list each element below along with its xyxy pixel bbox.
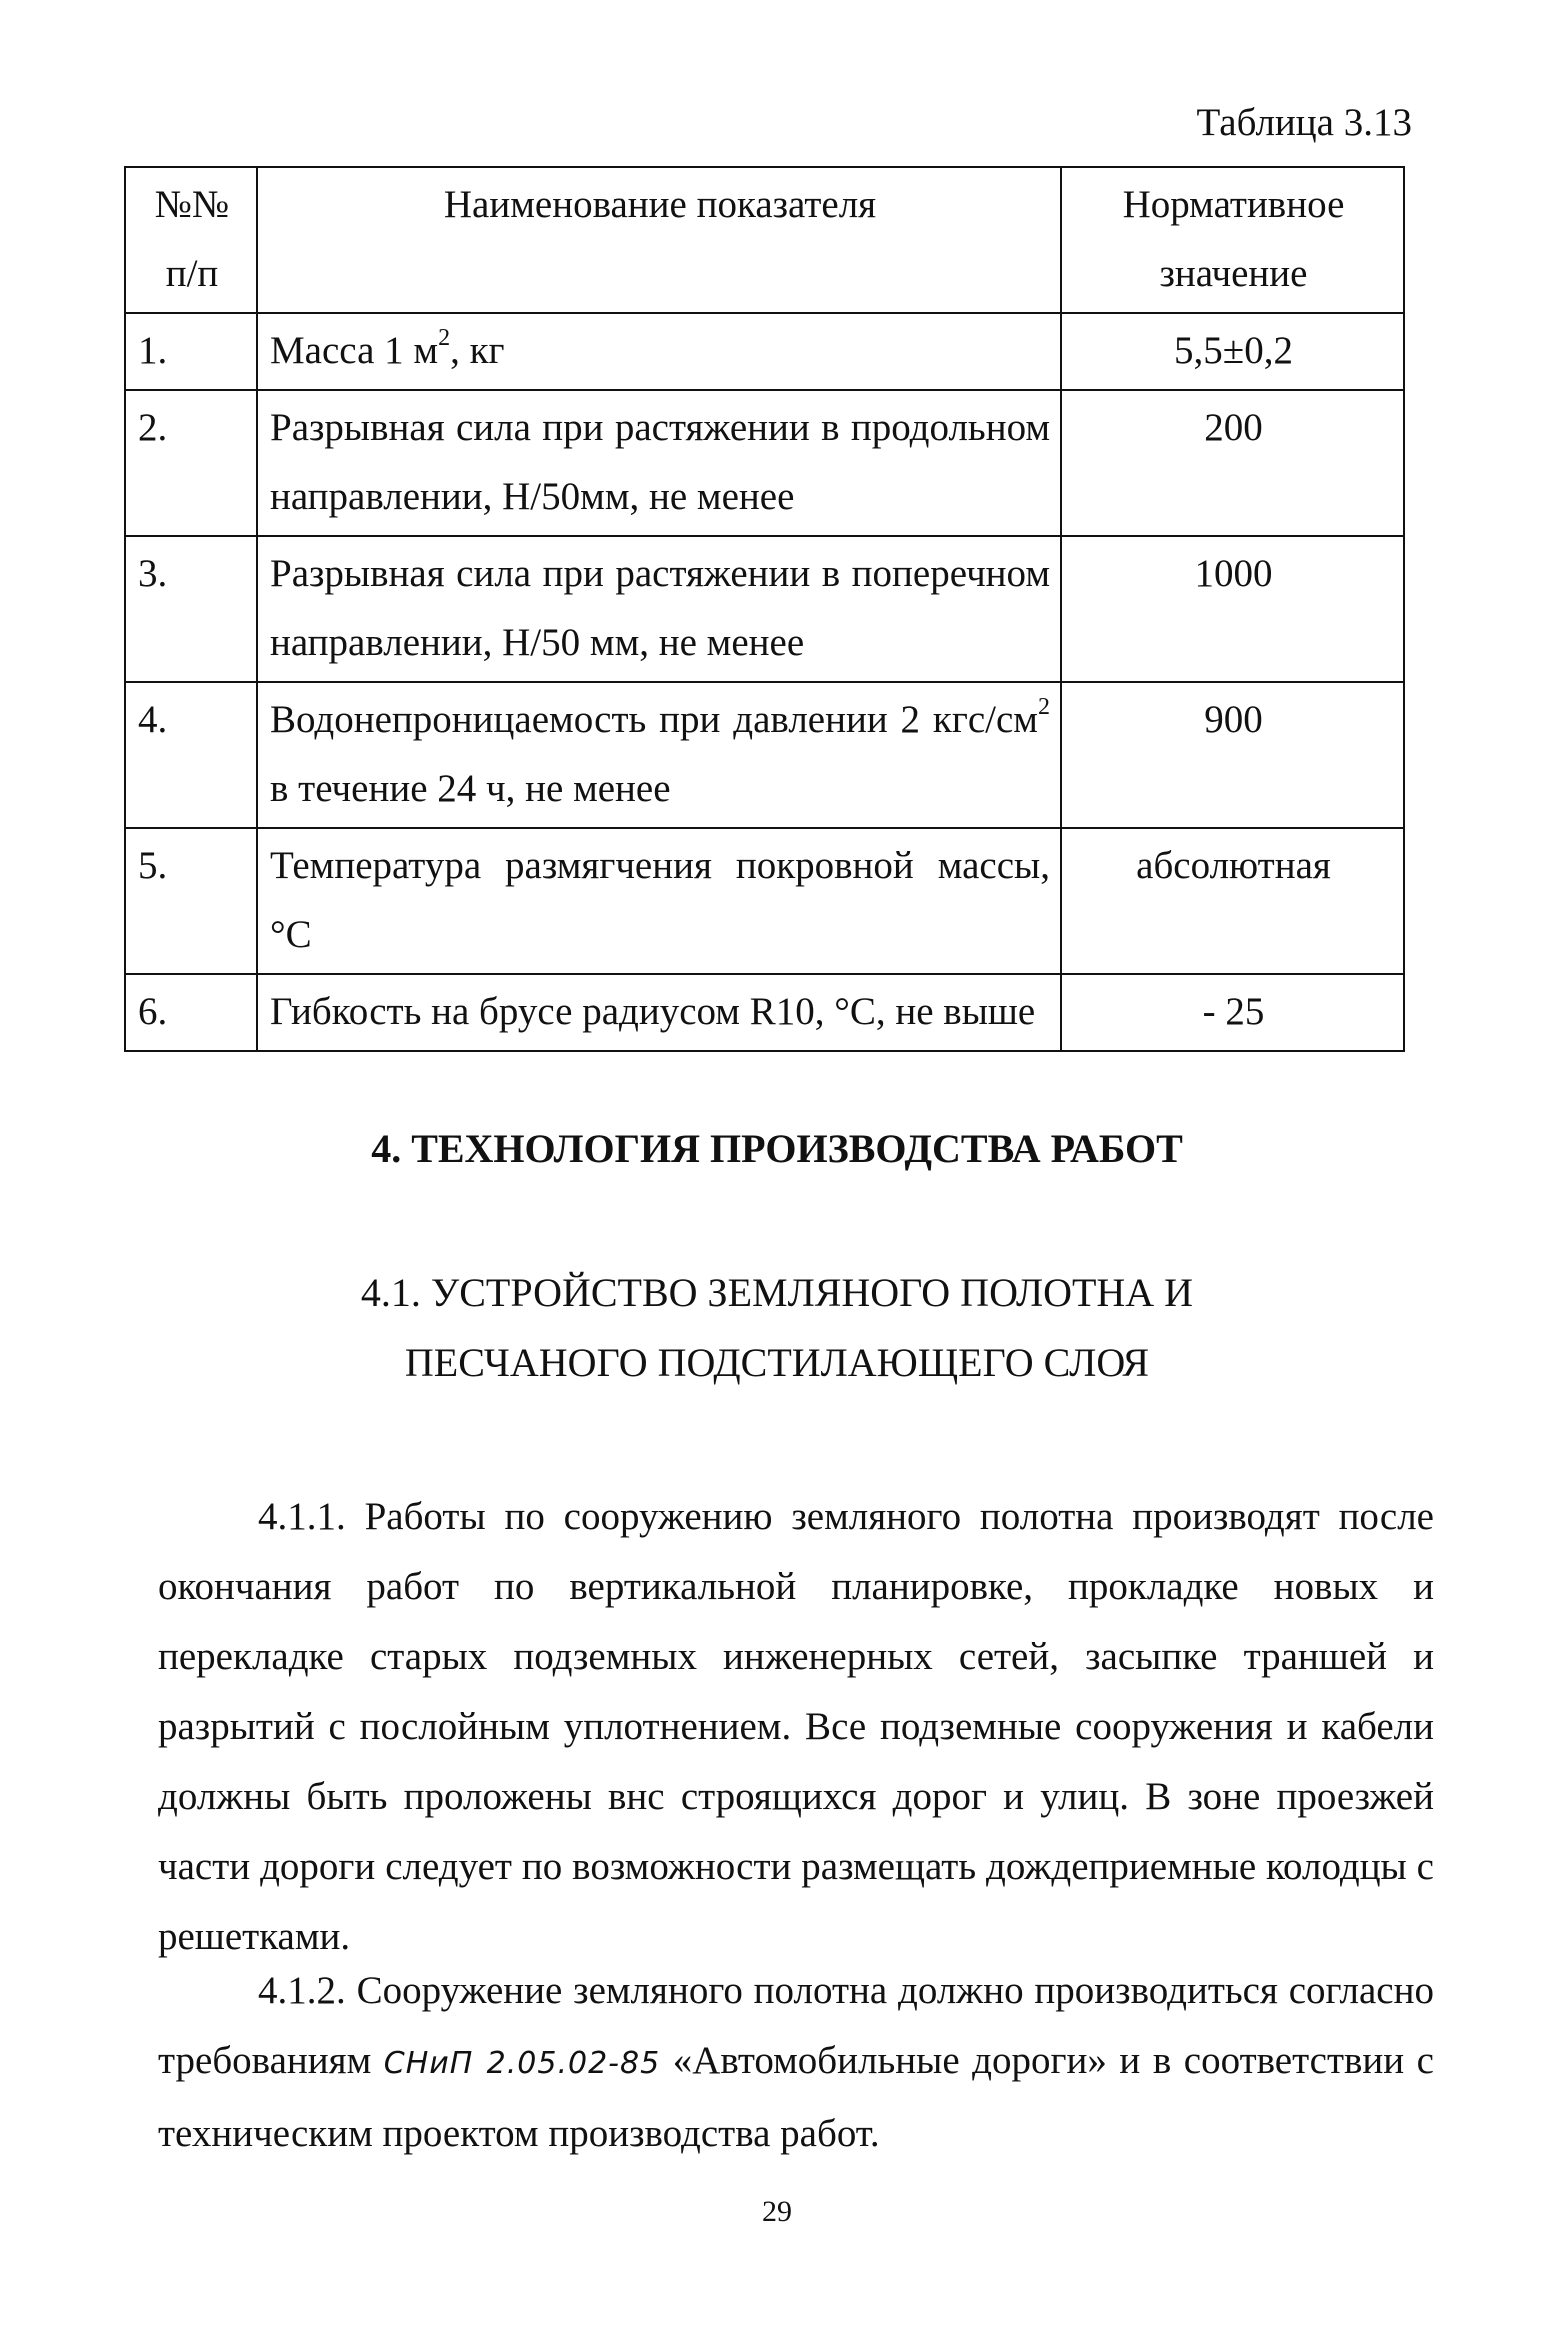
indicator-text: Температура размягчения покровной массы, °С — [270, 844, 1050, 956]
page-number: 29 — [762, 2195, 792, 2228]
row-indicator-name — [257, 313, 1061, 390]
row-indicator-name — [257, 536, 1061, 682]
table-row — [125, 313, 1404, 390]
indicator-text-tail: в течение 24 ч, не менее — [270, 767, 671, 810]
section-heading: 4. ТЕХНОЛОГИЯ ПРОИЗВОДСТВА РАБОТ — [371, 1126, 1183, 1171]
indicator-text: Разрывная сила при растяжении в поперечном направлении, Н/50 мм, не менее — [270, 552, 1050, 664]
row-number: 4. — [125, 682, 257, 828]
table-body — [125, 313, 1404, 1051]
indicator-superscript: 2 — [1038, 694, 1050, 720]
paragraph-text-pre: 4.1.2. Сооружение земляного полотна должно производиться согласно требованиям — [158, 1969, 1434, 2082]
row-indicator-name — [257, 682, 1061, 828]
norms-table — [124, 166, 1405, 1052]
table-header-row — [125, 167, 1404, 313]
subsection-heading — [0, 1258, 1554, 1398]
row-indicator-name — [257, 390, 1061, 536]
header-value: Нормативное значение — [1061, 167, 1404, 313]
header-name: Наименование показателя — [257, 167, 1061, 313]
table-row — [125, 536, 1404, 682]
row-number: 1. — [125, 313, 257, 390]
row-number: 6. — [125, 974, 257, 1051]
row-number: 3. — [125, 536, 257, 682]
row-normative-value: 1000 — [1061, 536, 1404, 682]
table-row — [125, 682, 1404, 828]
row-normative-value: абсолютная — [1061, 828, 1404, 974]
row-normative-value: 200 — [1061, 390, 1404, 536]
handwritten-standard-reference: СНиП 2.05.02-85 — [383, 2046, 661, 2081]
table-row — [125, 974, 1404, 1051]
indicator-superscript: 2 — [438, 325, 451, 351]
table-row — [125, 390, 1404, 536]
table-row — [125, 828, 1404, 974]
row-indicator-name — [257, 828, 1061, 974]
indicator-text: Разрывная сила при растяжении в продольном направлении, Н/50мм, не менее — [270, 406, 1050, 518]
indicator-text: Гибкость на брусе радиусом R10, °С, не выше — [270, 990, 1036, 1033]
row-number: 2. — [125, 390, 257, 536]
row-normative-value: 900 — [1061, 682, 1404, 828]
subsection-heading-line1: 4.1. УСТРОЙСТВО ЗЕМЛЯНОГО ПОЛОТНА И — [360, 1270, 1194, 1315]
row-indicator-name — [257, 974, 1061, 1051]
indicator-text: Водонепроницаемость при давлении 2 кгс/см — [270, 698, 1038, 741]
paragraph-4-1-1 — [158, 1482, 1434, 1972]
header-num: №№ п/п — [125, 167, 257, 313]
row-number: 5. — [125, 828, 257, 974]
table-caption: Таблица 3.13 — [1196, 101, 1412, 144]
paragraph-4-1-2 — [158, 1956, 1434, 2169]
paragraph-text: 4.1.1. Работы по сооружению земляного полотна производят после окончания работ по вертикальной планировке, прокладке новых и перекладке старых подземных инженерных сетей, засыпке траншей и разрытий с послойным уплотнением. Все подземные сооружения и кабели должны быть проложены внс строящихся дорог и улиц. В зоне проезжей части дороги следует по возможности размещать дождеприемные колодцы с решетками. — [158, 1495, 1434, 1958]
subsection-heading-line2: ПЕСЧАНОГО ПОДСТИЛАЮЩЕГО СЛОЯ — [404, 1340, 1150, 1385]
indicator-text-tail: , кг — [450, 329, 505, 372]
row-normative-value: - 25 — [1061, 974, 1404, 1051]
indicator-text: Масса 1 м — [270, 329, 439, 372]
paragraph-text-post: «Автомобильные дороги» и в соответствии с техническим проектом производства работ. — [158, 2039, 1434, 2155]
row-normative-value: 5,5±0,2 — [1061, 313, 1404, 390]
paragraph-text — [158, 1956, 1434, 2169]
